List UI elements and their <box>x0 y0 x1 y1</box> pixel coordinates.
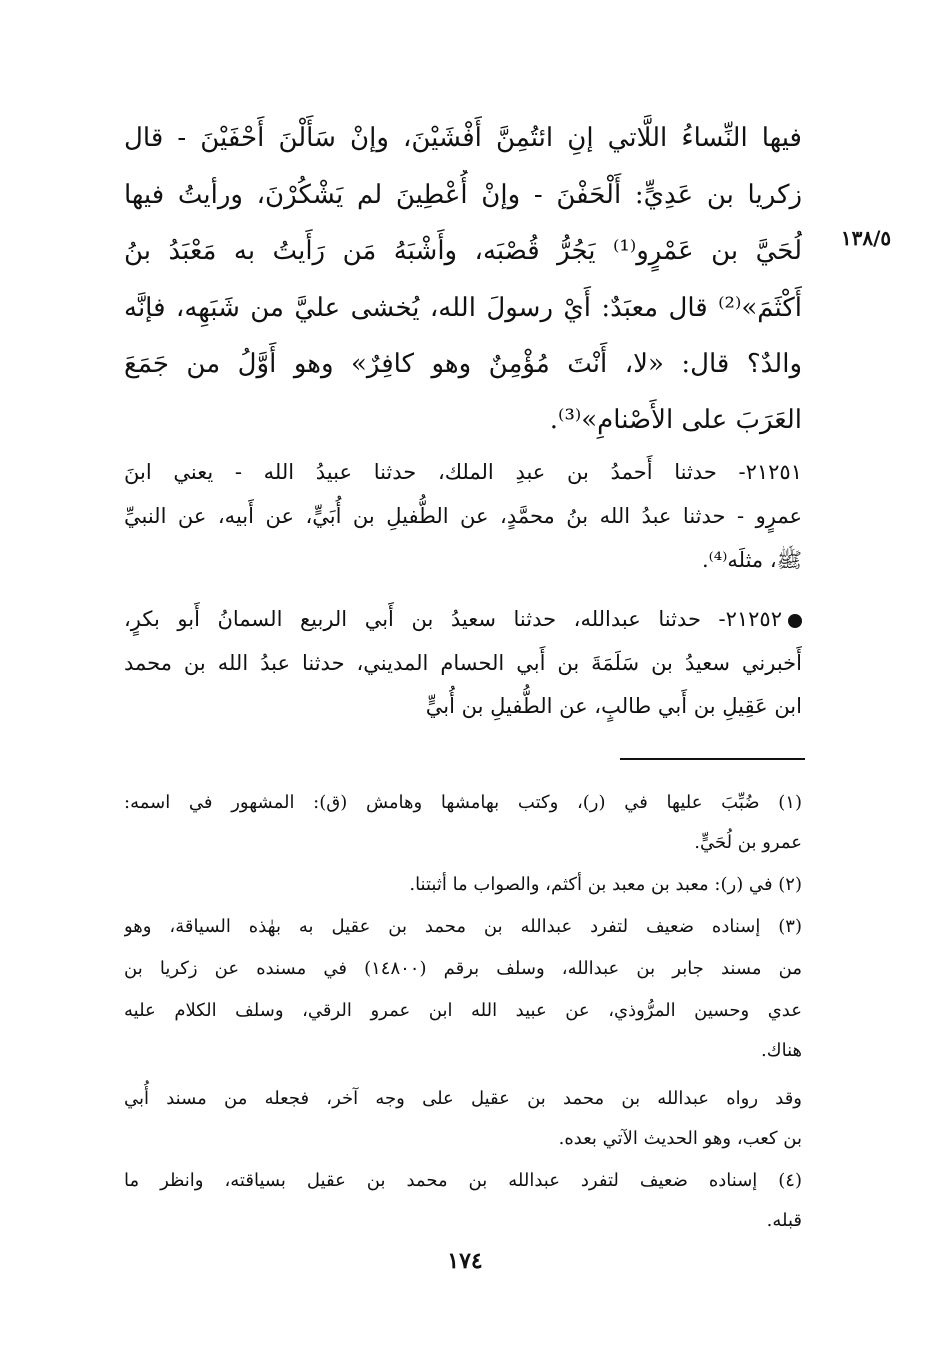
hadith-21251-line-1: ٢١٢٥١- حدثنا أَحمدُ بن عبدِ الملك، حدثنا عبيدُ الله - يعني ابنَ <box>124 460 802 484</box>
footnote-2: (٢) في (ر): معبد بن معبد بن أكثم، والصواب ما أثبتنا. <box>409 874 802 895</box>
hadith-21252-line-1: ٢١٢٥٢- حدثنا عبدالله، حدثنا سعيدُ بن أَبي الربيع السمانُ أَبو بكرٍ، <box>124 597 802 641</box>
footnote-1-line-1: (١) ضُبِّبَ عليها في (ر)، وكتب بهامشها وهامش (ق): المشهور في اسمه: <box>124 792 802 813</box>
main-line-5: والدٌ؟ قال: «لا، أَنْتَ مُؤْمِنٌ وهو كافِرٌ» وهو أَوَّلُ من جَمَعَ <box>124 349 802 379</box>
main-line-4: أَكْثَمَ»⁽²⁾ قال معبَدٌ: أَيْ رسولَ الله، يُخشى عليَّ من شَبَهِه، فإنَّه <box>124 293 802 323</box>
footnote-3-line-1: (٣) إسناده ضعيف لتفرد عبدالله بن محمد بن عقيل به بهٰذه السياقة، وهو <box>124 916 802 937</box>
hadith-21252-line-3: ابن عَقِيلِ بن أَبي طالبٍ، عن الطُّفيلِ بن أُبيٍّ <box>425 694 802 718</box>
footnote-3-line-2: من مسند جابر بن عبدالله، وسلف برقم (١٤٨٠٠) في مسنده عن زكريا بن <box>124 958 802 979</box>
main-line-2: زكريا بن عَدِيٍّ: أَلْحَفْنَ - وإنْ أُعْطِينَ لم يَشْكُرْنَ، ورأيتُ فيها <box>124 180 802 210</box>
footnote-3b-line-2: بن كعب، وهو الحديث الآتي بعده. <box>558 1128 802 1149</box>
hadith-21251-line-3: ﷺ، مثلَه⁽⁴⁾. <box>701 548 802 572</box>
main-line-1: فيها النِّساءُ اللَّاتي إنِ ائتُمِنَّ أَفْشَيْنَ، وإنْ سَأَلْنَ أَحْفَيْنَ - قال <box>124 123 802 153</box>
footnote-3-line-4: هناك. <box>761 1040 802 1061</box>
hadith-21252-line-2: أَخبرني سعيدُ بن سَلَمَةَ بن أَبي الحسام المديني، حدثنا عبدُ الله بن محمد <box>124 651 802 675</box>
main-line-3: لُحَيَّ بن عَمْرٍو⁽¹⁾ يَجُرُّ قُصْبَه، وأَشْبَهُ مَن رَأَيتُ به مَعْبَدُ بنُ <box>124 236 802 266</box>
hadith-21251-line-2: عمرٍو - حدثنا عبدُ الله بنُ محمَّدٍ، عن الطُّفيلِ بن أُبَيٍّ، عن أَبيه، عن النبيِّ <box>124 504 802 528</box>
footnote-4-line-2: قبله. <box>766 1210 802 1231</box>
footnote-separator <box>620 758 805 760</box>
margin-reference: ١٣٨/٥ <box>840 226 892 250</box>
footnote-4-line-1: (٤) إسناده ضعيف لتفرد عبدالله بن محمد بن عقيل بسياقته، وانظر ما <box>124 1170 802 1191</box>
page-number: ١٧٤ <box>447 1248 483 1274</box>
footnote-3-line-3: عدي وحسين المرُّوذي، عن عبيد الله ابن عمرو الرقي، وسلف الكلام عليه <box>124 1000 802 1021</box>
footnote-1-line-2: عمرو بن لُحَيٍّ. <box>694 832 802 853</box>
main-line-6: العَرَبَ على الأَصْنامِ»⁽³⁾. <box>549 405 802 435</box>
footnote-3b-line-1: وقد رواه عبدالله بن محمد بن عقيل على وجه آخر، فجعله من مسند أُبي <box>124 1088 802 1109</box>
bullet-icon <box>788 614 802 628</box>
